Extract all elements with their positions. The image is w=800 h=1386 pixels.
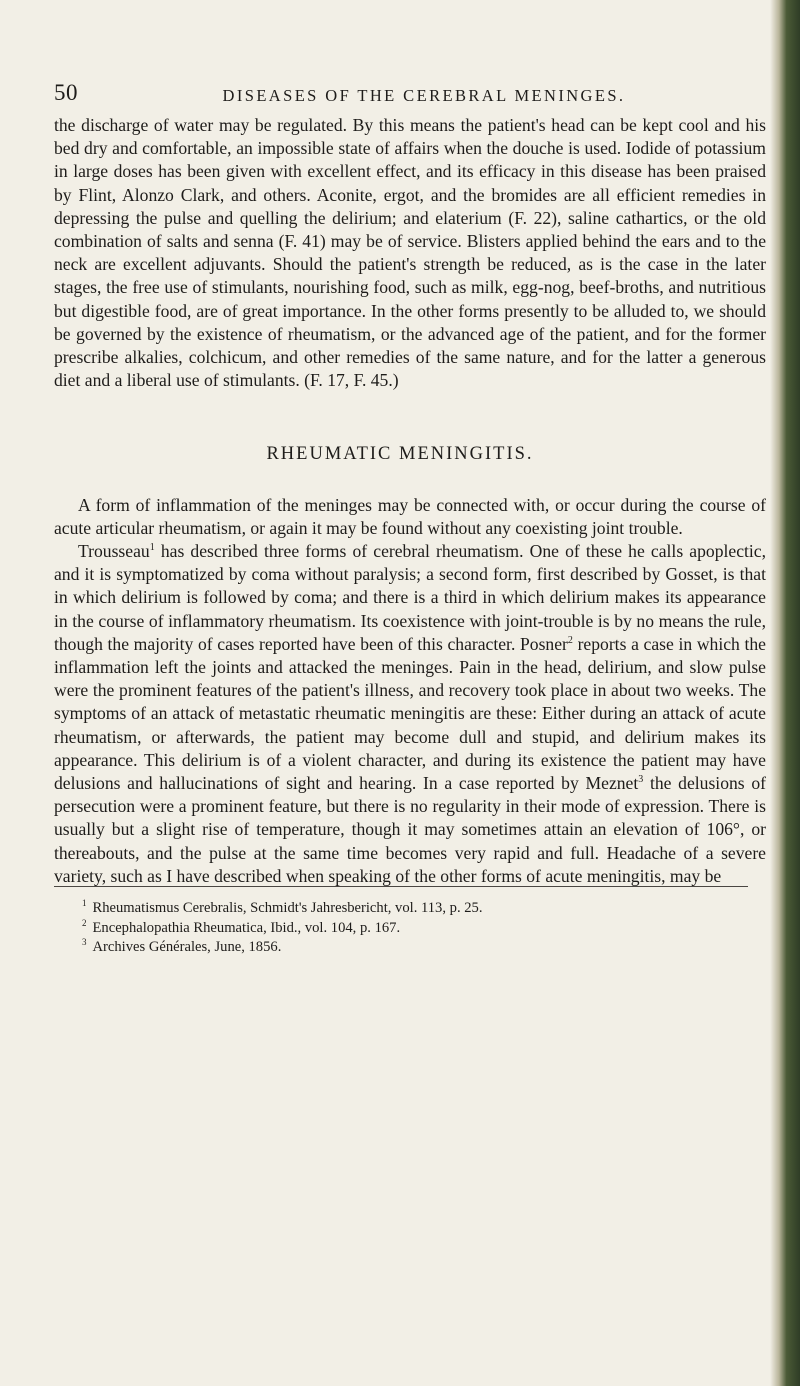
body-text [54, 114, 766, 888]
running-head: DISEASES OF THE CEREBRAL MENINGES. [222, 86, 626, 105]
page-edge-binding [770, 0, 800, 1386]
page-header [54, 70, 754, 110]
footnote-ref-3[interactable]: 3 [638, 774, 644, 786]
page-number: 50 [54, 80, 78, 105]
footnote-divider [54, 886, 748, 887]
text-run: the delusions of persecution were a prominent feature, but there is no regularity in their mode of expression. There is usually but a slight rise of temperature, though it may sometimes attain an elevation of 106°, or thereabouts, and the pulse at the same time becomes very rapid and full. Headache of a severe variety, such as I have described when speaking of the other forms of acute meningitis, may be [54, 773, 767, 886]
footnote-2 [82, 919, 762, 939]
footnote-text: Encephalopathia Rheumatica, Ibid., vol. 104, p. 167. [92, 919, 401, 936]
footnote-mark: 2 [82, 917, 87, 928]
text-run: has described three forms of cerebral rheumatism. One of these he calls apoplectic, and it is symptomatized by coma without paralysis; a second form, first described by Gosset, is that in which delirium is followed by coma; and there is a third in which delirium makes its appearance in the course of inflammatory rheumatism. Its coexistence with joint-trouble is by no means the rule, though the majority of cases reported have been of this character. Posner [54, 541, 766, 654]
footnote-text: Archives Générales, June, 1856. [92, 939, 282, 955]
footnote-ref-1[interactable]: 1 [149, 542, 155, 554]
text-run: reports a case in which the inflammation left the joints and attacked the meninges. Pain in the head, delirium, and slow pulse were the prominent features of the patient's illness, and recovery took place in about two weeks. The symptoms of an attack of metastatic rheumatic meningitis are these: Either during an attack of acute rheumatism, or afterwards, the patient may become dull and stupid, and delirium makes its appearance. This delirium is of a violent character, and during its existence the patient may have delusions and hallucinations of sight and hearing. In a case reported by Meznet [54, 633, 766, 794]
footnote-mark: 3 [82, 937, 87, 948]
text-run: Trousseau [78, 541, 150, 562]
footnote-1 [82, 899, 762, 919]
footnotes [82, 899, 762, 958]
footnote-mark: 1 [82, 898, 87, 909]
footnote-3 [82, 938, 762, 958]
paragraph-forms [54, 540, 766, 888]
footnote-ref-2[interactable]: 2 [567, 635, 573, 646]
footnote-text: Rheumatismus Cerebralis, Schmidt's Jahresbericht, vol. 113, p. 25. [92, 900, 483, 916]
section-heading: RHEUMATIC MENINGITIS. [266, 444, 534, 465]
paragraph-intro: A form of inflammation of the meninges may be connected with, or occur during the course of acute articular rheumatism, or again it may be found without any coexisting joint trouble. [54, 494, 766, 538]
paragraph-treatment: the discharge of water may be regulated. By this means the patient's head can be kept cool and his bed dry and comfortable, an impossible state of affairs when the douche is used. Iodide of potassium in large doses has been given with excellent effect, and its efficacy in this disease has been praised by Flint, Alonzo Clark, and others. Aconite, ergot, and the bromides are all efficient remedies in depressing the pulse and quelling the delirium; and elaterium (F. 22), saline cathartics, or the old combination of salts and senna (F. 41) may be of service. Blisters applied behind the ears and to the neck are excellent adjuvants. Should the patient's strength be reduced, as is the case in the later stages, the free use of stimulants, nourishing food, such as milk, egg-nog, beef-broths, and nutritious but digestible food, are of great importance. In the other forms presently to be alluded to, we should be governed by the existence of rheumatism, or the advanced age of the patient, and for the former prescribe alkalies, colchicum, and other remedies of the same nature, and for the latter a generous diet and a liberal use of stimulants. (F. 17, F. 45.) [54, 115, 766, 391]
